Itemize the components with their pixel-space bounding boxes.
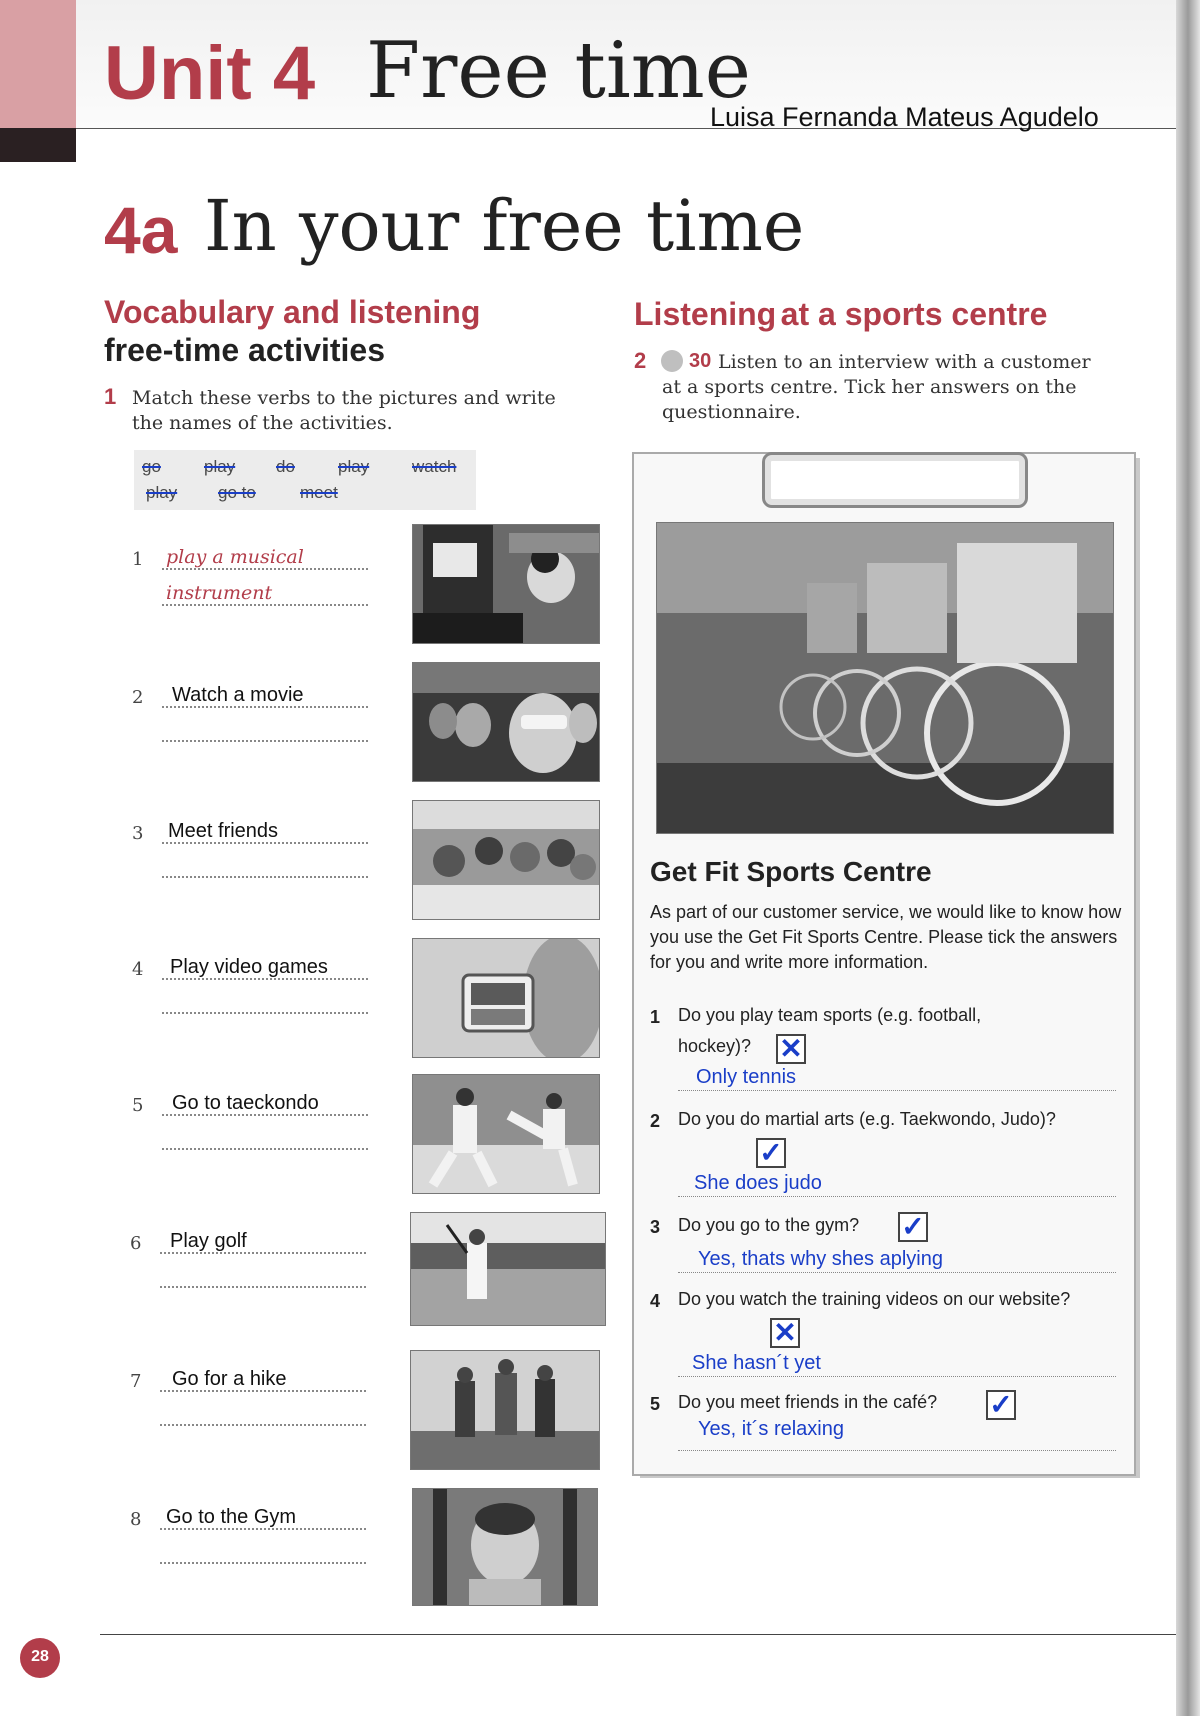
question-number: 3 bbox=[650, 1217, 661, 1237]
photo-3d-cinema bbox=[412, 662, 600, 782]
answer-line bbox=[678, 1196, 1116, 1197]
word-do: do bbox=[276, 457, 295, 476]
question-answer: She hasn´t yet bbox=[692, 1352, 821, 1374]
photo-gym bbox=[412, 1488, 598, 1606]
item-answer: play a musical bbox=[166, 546, 304, 568]
listening-heading-red: Listening bbox=[634, 296, 777, 332]
answer-line bbox=[162, 1148, 368, 1150]
item-number: 5 bbox=[132, 1095, 144, 1116]
item-number: 2 bbox=[132, 687, 144, 708]
unit-dark-tab bbox=[0, 128, 76, 162]
item-number: 8 bbox=[130, 1509, 142, 1530]
answer-line bbox=[678, 1272, 1116, 1273]
item-answer: Meet friends bbox=[168, 820, 279, 842]
cross-mark-icon: ✕ bbox=[779, 1033, 803, 1064]
question-text: Do you do martial arts (e.g. Taekwondo, Judo)? bbox=[678, 1109, 1056, 1129]
question-answer: Yes, thats why shes aplying bbox=[698, 1248, 943, 1270]
student-name: Luisa Fernanda Mateus Agudelo bbox=[710, 102, 1099, 132]
tick-mark-icon: ✓ bbox=[901, 1211, 925, 1242]
audio-track-number: 30 bbox=[689, 350, 712, 372]
audio-cd-icon bbox=[661, 350, 683, 372]
vocab-heading: Vocabulary and listening bbox=[104, 294, 481, 330]
item-number: 3 bbox=[132, 823, 144, 844]
question-answer: She does judo bbox=[694, 1172, 822, 1194]
item-answer: Go to taeckondo bbox=[172, 1092, 319, 1114]
word-go-to: go to bbox=[218, 483, 256, 502]
word-meet: meet bbox=[300, 483, 338, 502]
answer-line bbox=[162, 842, 368, 844]
answer-line bbox=[162, 1114, 368, 1116]
word-play: play bbox=[338, 457, 370, 476]
exercise-2-instruction: Listen to an interview with a customer at a sports centre. Tick her answers on the questionnaire. bbox=[662, 351, 1091, 423]
exercise-2-number: 2 bbox=[634, 348, 647, 373]
question-answer: Only tennis bbox=[696, 1066, 797, 1088]
answer-line bbox=[162, 978, 368, 980]
question-text: Do you go to the gym? bbox=[678, 1215, 860, 1235]
answer-line bbox=[678, 1450, 1116, 1451]
photo-video-game bbox=[412, 938, 600, 1058]
questionnaire-title: Get Fit Sports Centre bbox=[650, 856, 932, 887]
question-text: Do you meet friends in the café? bbox=[678, 1392, 938, 1412]
unit-color-tab bbox=[0, 0, 76, 128]
question-number: 1 bbox=[650, 1007, 661, 1027]
item-number: 4 bbox=[132, 959, 144, 980]
tick-mark-icon: ✓ bbox=[989, 1389, 1013, 1420]
listening-heading bbox=[634, 296, 1047, 333]
exercise-1-number: 1 bbox=[104, 384, 117, 409]
answer-line bbox=[678, 1090, 1116, 1091]
answer-line bbox=[160, 1424, 366, 1426]
question-text: Do you watch the training videos on our website? bbox=[678, 1289, 1071, 1309]
answer-line bbox=[160, 1390, 366, 1392]
cross-mark-icon: ✕ bbox=[773, 1317, 797, 1348]
page-number: 28 bbox=[31, 1648, 49, 1665]
photo-hike bbox=[410, 1350, 600, 1470]
question-number: 4 bbox=[650, 1291, 661, 1311]
photo-friends bbox=[412, 800, 600, 920]
word-play: play bbox=[146, 483, 178, 502]
photo-golf bbox=[410, 1212, 606, 1326]
question-number: 5 bbox=[650, 1394, 661, 1414]
word-watch: watch bbox=[412, 457, 457, 476]
lesson-title: In your free time bbox=[204, 185, 805, 267]
item-answer: Go to the Gym bbox=[166, 1506, 297, 1528]
answer-checkbox[interactable] bbox=[898, 1212, 928, 1242]
answer-line bbox=[162, 706, 368, 708]
answer-line bbox=[160, 1528, 366, 1530]
word-play: play bbox=[204, 457, 236, 476]
answer-line bbox=[162, 740, 368, 742]
listening-heading-rest: at a sports centre bbox=[780, 296, 1048, 332]
answer-line bbox=[162, 568, 368, 570]
footer-divider bbox=[100, 1634, 1176, 1635]
question-number: 2 bbox=[650, 1111, 661, 1131]
photo-spin-class bbox=[656, 522, 1114, 834]
unit-title: Free time bbox=[366, 26, 751, 116]
answer-line bbox=[678, 1376, 1116, 1377]
question-text: Do you play team sports (e.g. football, hockey)? bbox=[678, 1005, 982, 1056]
questionnaire-intro: As part of our customer service, we would like to know how you use the Get Fit Sports Centre. Please tick the answers for you and write more information. bbox=[650, 902, 1122, 972]
answer-line bbox=[162, 876, 368, 878]
unit-label: Unit 4 bbox=[104, 31, 316, 116]
lesson-number: 4a bbox=[104, 193, 178, 267]
item-number: 6 bbox=[130, 1233, 142, 1254]
answer-checkbox[interactable] bbox=[986, 1390, 1016, 1420]
exercise-1-instruction: Match these verbs to the pictures and write the names of the activities. bbox=[132, 387, 556, 434]
page-binding-edge bbox=[1176, 0, 1200, 1716]
clipboard-clip-icon bbox=[762, 452, 1028, 508]
item-number: 1 bbox=[132, 549, 144, 570]
item-answer: Watch a movie bbox=[172, 684, 304, 706]
answer-checkbox[interactable] bbox=[770, 1318, 800, 1348]
word-box bbox=[134, 450, 476, 510]
photo-piano bbox=[412, 524, 600, 644]
item-number: 7 bbox=[130, 1371, 142, 1392]
question-answer: Yes, it´s relaxing bbox=[698, 1418, 844, 1440]
answer-line bbox=[162, 1012, 368, 1014]
word-go: go bbox=[142, 457, 161, 476]
vocab-subheading: free-time activities bbox=[104, 332, 386, 368]
answer-line bbox=[162, 604, 368, 606]
photo-taekwondo bbox=[412, 1074, 600, 1194]
item-answer: Play video games bbox=[170, 956, 328, 978]
answer-line bbox=[160, 1252, 366, 1254]
answer-line bbox=[160, 1562, 366, 1564]
item-answer: Play golf bbox=[170, 1230, 247, 1252]
answer-checkbox[interactable] bbox=[776, 1034, 806, 1064]
item-answer-cont: instrument bbox=[166, 582, 273, 604]
answer-checkbox[interactable] bbox=[756, 1138, 786, 1168]
tick-mark-icon: ✓ bbox=[759, 1137, 783, 1168]
answer-line bbox=[160, 1286, 366, 1288]
item-answer: Go for a hike bbox=[172, 1368, 287, 1390]
